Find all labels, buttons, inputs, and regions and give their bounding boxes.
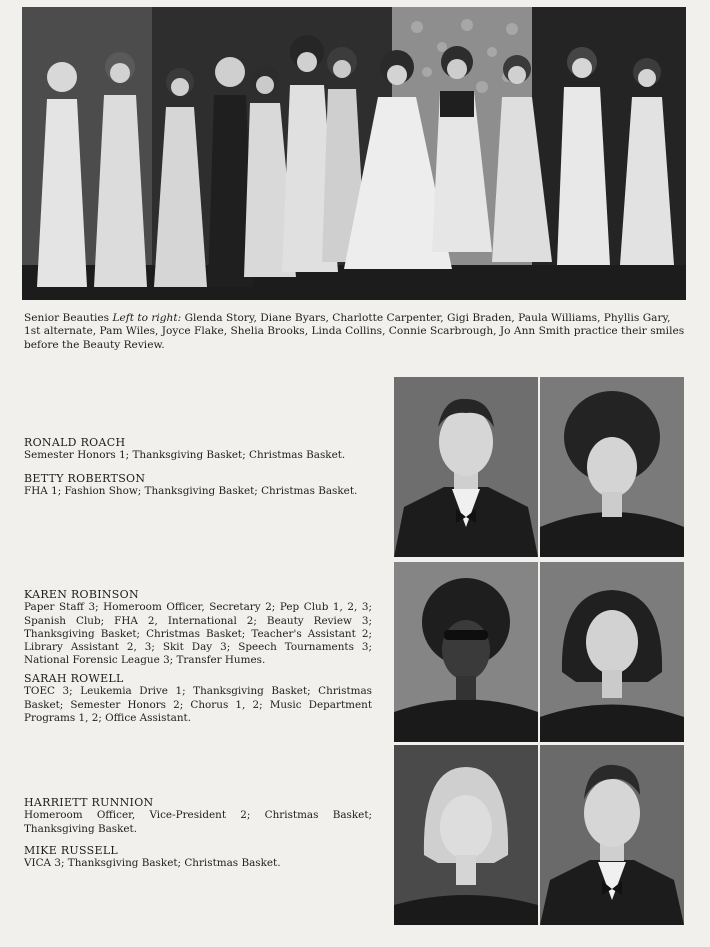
student-name: SARAH ROWELL — [24, 672, 124, 685]
caption-text: Glenda Story, Diane Byars, Charlotte Carpenter, Gigi Braden, Paula Williams, Phyllis Gary, 1st alternate, Pam Wiles, Joyce Flake, Shelia Brooks, Linda Collins, Connie Scarbrough, Jo Ann Smith practice their smiles before the Beauty Review. — [24, 312, 685, 351]
caption-lead: Senior Beauties — [24, 312, 113, 324]
student-activities: TOEC 3; Leukemia Drive 1; Thanksgiving Basket; Christmas Basket; Semester Honors 2; Chorus 1, 2; Music Department Programs 1, 2; Office Assistant. — [24, 685, 372, 724]
student-name: BETTY ROBERTSON — [24, 472, 146, 485]
student-activities: FHA 1; Fashion Show; Thanksgiving Basket; Christmas Basket. — [24, 485, 358, 498]
portrait-ronald-roach — [394, 377, 538, 557]
senior-beauties-photo — [22, 7, 686, 300]
portrait-harriett-runnion — [394, 745, 538, 925]
entry-betty-robertson — [24, 472, 372, 499]
entry-ronald-roach — [24, 436, 372, 463]
student-name: RONALD ROACH — [24, 436, 126, 449]
student-name: MIKE RUSSELL — [24, 844, 119, 857]
entry-harriett-runnion — [24, 796, 372, 836]
student-activities: Semester Honors 1; Thanksgiving Basket; Christmas Basket. — [24, 449, 346, 462]
student-activities: VICA 3; Thanksgiving Basket; Christmas Basket. — [24, 857, 281, 870]
student-activities: Homeroom Officer, Vice-President 2; Christmas Basket; Thanksgiving Basket. — [24, 809, 372, 835]
entry-sarah-rowell — [24, 672, 372, 725]
student-name: HARRIETT RUNNION — [24, 796, 154, 809]
student-activities: Paper Staff 3; Homeroom Officer, Secretary 2; Pep Club 1, 2, 3; Spanish Club; FHA 2, International 2; Beauty Review 3; Thanksgiving Basket; Christmas Basket; Teacher's Assistant 2; Library Assistant 2, 3; Skit Day 3; Speech Tournaments 3; National Forensic League 3; Transfer Humes. — [24, 601, 372, 667]
portrait-mike-russell — [540, 745, 684, 925]
photo-caption — [24, 312, 686, 352]
entry-mike-russell — [24, 844, 372, 871]
student-name: KAREN ROBINSON — [24, 588, 139, 601]
caption-italic: Left to right: — [112, 312, 182, 324]
portrait-sarah-rowell — [540, 562, 684, 742]
entry-karen-robinson — [24, 588, 372, 668]
portrait-betty-robertson — [540, 377, 684, 557]
portrait-karen-robinson — [394, 562, 538, 742]
